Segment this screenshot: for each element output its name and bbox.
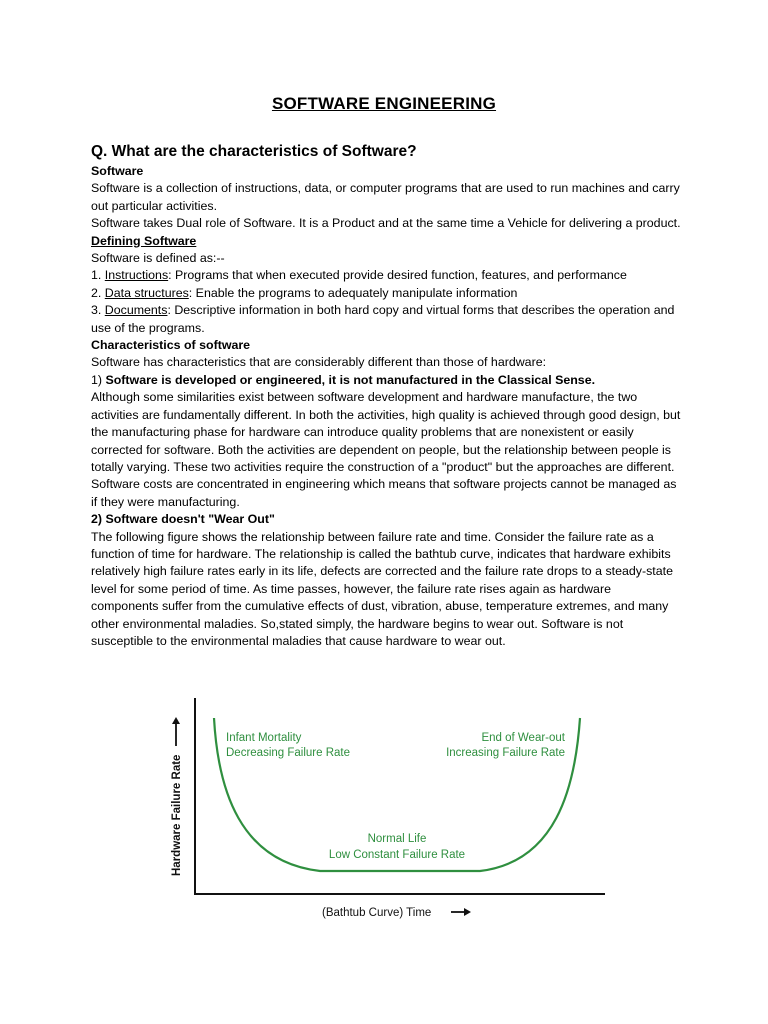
defining-software-heading: Defining Software <box>91 233 197 248</box>
characteristics-intro: Software has characteristics that are considerably different than those of hardware: <box>91 355 547 370</box>
point-1-heading: 1) Software is developed or engineered, it is not manufactured in the Classical Sense. <box>91 372 596 387</box>
point-2-heading: 2) Software doesn't "Wear Out" <box>91 512 275 527</box>
question-heading: Q. What are the characteristics of Software? <box>91 143 417 160</box>
point-2-paragraph: The following figure shows the relationship between failure rate and time. Consider the failure rate as a function of time for hardware. The relationship is called the bathtub curve, indicates that hardware exhibits relatively high failure rates early in its life, defects are corrected and the failure rate drops to a steady-state level for some period of time. As time passes, however, the failure rate rises again as hardware components suffer from the cumulative effects of dust, vibration, abuse, temperature extremes, and many other environmental maladies. So,stated simply, the hardware begins to wear out. Software is not susceptible to the environmental maladies that cause hardware to wear out. <box>91 529 673 648</box>
bathtub-curve-figure <box>160 690 620 940</box>
characteristics-heading: Characteristics of software <box>91 338 251 353</box>
wear-out-sublabel: Increasing Failure Rate <box>446 747 565 759</box>
infant-mortality-label: Infant Mortality <box>226 732 302 744</box>
page-title: SOFTWARE ENGINEERING <box>271 94 497 113</box>
point-1-paragraph: Although some similarities exist between software development and hardware manufacture, the two activities are fundamentally different. In both the activities, high quality is achieved through good design, but the manufacturing phase for hardware can introduce quality problems that are nonexistent or easily corrected for software. Both the activities are dependent on people, but the relationship between people is totally varying. These two activities require the construction of a "product" but the approaches are different. Software costs are concentrated in engineering which means that software projects cannot be managed as if they were manufacturing. <box>91 390 681 509</box>
definition-item: 3. Documents: Descriptive information in both hard copy and virtual forms that describes the operation and use of the programs. <box>91 303 675 335</box>
y-axis-label-group <box>171 717 183 876</box>
normal-life-sublabel: Low Constant Failure Rate <box>328 849 466 861</box>
definition-item: 2. Data structures: Enable the programs to adequately manipulate information <box>91 285 518 300</box>
x-axis-arrowhead-icon <box>464 908 471 916</box>
definition-item: 1. Instructions: Programs that when executed provide desired function, features, and performance <box>91 268 627 283</box>
software-paragraph-2: Software takes Dual role of Software. It is a Product and at the same time a Vehicle for delivering a product. <box>91 216 681 231</box>
definition-term: Instructions <box>104 268 169 283</box>
y-axis-label: Hardware Failure Rate <box>171 754 183 876</box>
definition-term: Documents <box>104 303 168 318</box>
x-axis-label: (Bathtub Curve) Time <box>322 907 432 919</box>
software-paragraph-1: Software is a collection of instructions, data, or computer programs that are used to run machines and carry out particular activities. <box>91 181 680 213</box>
y-axis-arrowhead-icon <box>172 717 180 724</box>
document-body <box>91 163 681 650</box>
normal-life-label: Normal Life <box>367 833 427 845</box>
software-heading: Software <box>91 164 144 178</box>
definition-term: Data structures <box>104 285 189 300</box>
infant-mortality-sublabel: Decreasing Failure Rate <box>226 747 351 759</box>
bathtub-curve-svg <box>160 690 620 940</box>
defining-software-intro: Software is defined as:-- <box>91 251 225 266</box>
wear-out-label: End of Wear-out <box>481 732 565 744</box>
